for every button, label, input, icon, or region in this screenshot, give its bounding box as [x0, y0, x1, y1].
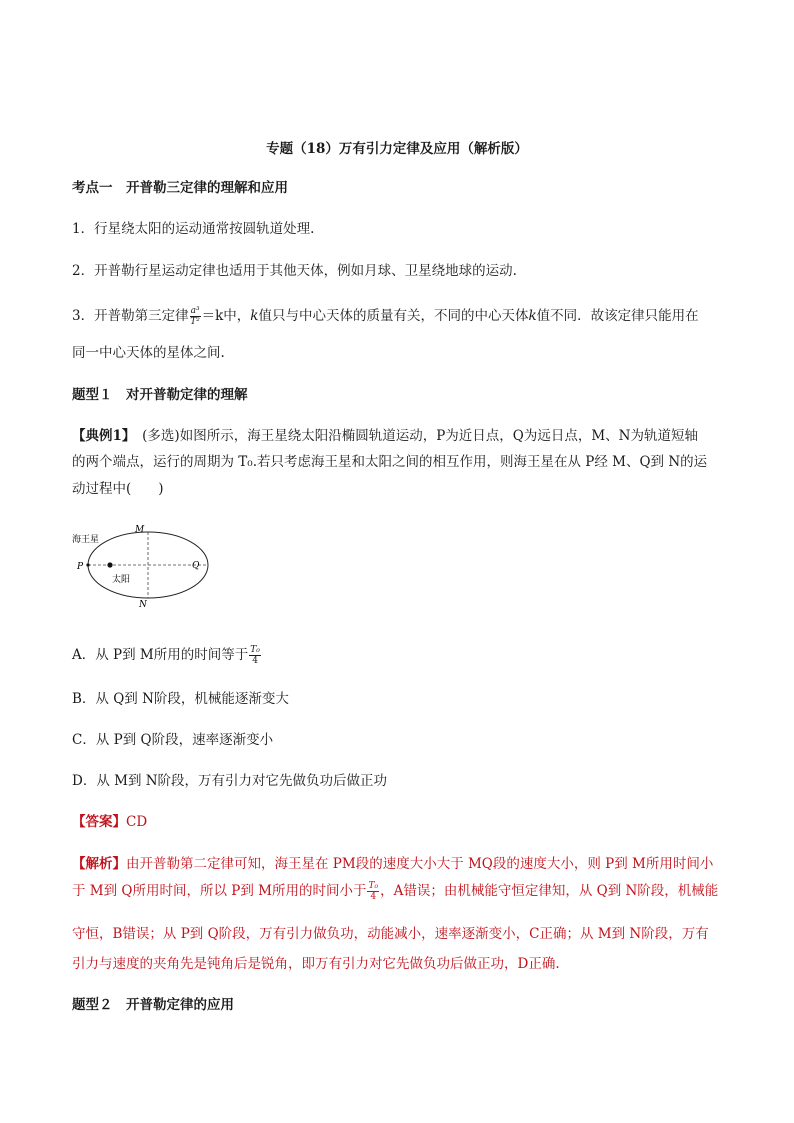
point-3	[72, 303, 699, 329]
sun-label: 太阳	[112, 575, 131, 585]
example-line-1	[72, 427, 698, 445]
point-3-prefix: 3．开普勒第三定律	[72, 308, 189, 324]
k-symbol: k	[250, 308, 259, 324]
planet-label: 海王星	[72, 535, 100, 545]
point-Q-label: Q	[192, 561, 200, 571]
analysis-line-2-suffix: ，A错误；由机械能守恒定律知，从 Q到 N阶段，机械能	[380, 883, 719, 899]
example-label: 【典例1】	[72, 428, 129, 444]
example-line-2: 的两个端点，运行的周期为 T₀.若只考虑海王星和太阳之间的相互作用，则海王星在从 P经 M、Q到 N的运	[72, 454, 708, 470]
option-A-fraction	[249, 645, 261, 666]
option-D: D．从 M到 N阶段，万有引力对它先做负功后做正功	[72, 773, 388, 789]
analysis-label: 【解析】	[72, 856, 126, 872]
example-line-3: 动过程中( )	[72, 481, 164, 497]
fraction-denominator: 4	[370, 892, 377, 902]
fraction-denominator: T²	[190, 317, 200, 327]
answer-label: 【答案】	[72, 814, 126, 830]
analysis-line-4: 引力与速度的夹角先是钝角后是锐角，即万有引力对它先做负功后做正功，D正确.	[72, 956, 560, 972]
planet-dot	[86, 563, 89, 566]
k-symbol: k	[528, 308, 537, 324]
analysis-line-3: 守恒，B错误；从 P到 Q阶段，万有引力做负功，动能减小，速率逐渐变小，C正确；从 M到 N阶段，万有	[72, 926, 709, 942]
point-P-label: P	[77, 562, 84, 572]
answer-value: CD	[126, 814, 148, 830]
fraction-numerator: T₀	[250, 645, 260, 655]
page-title: 专题（18）万有引力定律及应用（解析版）	[266, 141, 528, 157]
analysis-line-2-prefix: 于 M到 Q所用时间，所以 P到 M所用的时间小于	[72, 883, 367, 899]
point-N-label: N	[139, 600, 147, 608]
fraction-numerator: T₀	[368, 881, 379, 891]
kepler-fraction	[190, 306, 201, 327]
point-3-middle: 值只与中心天体的质量有关，不同的中心天体	[258, 308, 529, 324]
example-text: (多选)如图所示，海王星绕太阳沿椭圆轨道运动，P为近日点，Q为远日点，M、N为轨道短轴	[128, 428, 698, 444]
point-M-label: M	[135, 525, 145, 535]
section-heading: 考点一 开普勒三定律的理解和应用	[72, 180, 288, 196]
point-3-equals: ＝k中，	[201, 308, 251, 324]
analysis-fraction	[367, 881, 379, 902]
point-3-suffix: 值不同．故该定律只能用在	[536, 308, 699, 324]
analysis-line-1	[72, 855, 713, 873]
option-B: B．从 Q到 N阶段，机械能逐渐变大	[72, 691, 289, 707]
analysis-line-2	[72, 878, 718, 904]
orbit-diagram	[72, 522, 212, 608]
type2-heading: 题型２ 开普勒定律的应用	[72, 997, 234, 1013]
option-A	[72, 642, 262, 668]
option-C: C．从 P到 Q阶段，速率逐渐变小	[72, 732, 274, 748]
point-3-line-2: 同一中心天体的星体之间.	[72, 345, 225, 361]
type1-heading: 题型１ 对开普勒定律的理解	[72, 387, 248, 403]
sun-dot	[107, 562, 112, 567]
fraction-denominator: 4	[252, 656, 258, 666]
point-1: 1．行星绕太阳的运动通常按圆轨道处理.	[72, 221, 315, 237]
answer-line	[72, 813, 147, 831]
analysis-text: 由开普勒第二定律可知，海王星在 PM段的速度大小大于 MQ段的速度大小，则 P到 M所用时间小	[126, 856, 714, 872]
fraction-numerator: a³	[190, 306, 200, 316]
point-2: 2．开普勒行星运动定律也适用于其他天体，例如月球、卫星绕地球的运动.	[72, 263, 517, 279]
option-A-text: A．从 P到 M所用的时间等于	[72, 647, 249, 663]
